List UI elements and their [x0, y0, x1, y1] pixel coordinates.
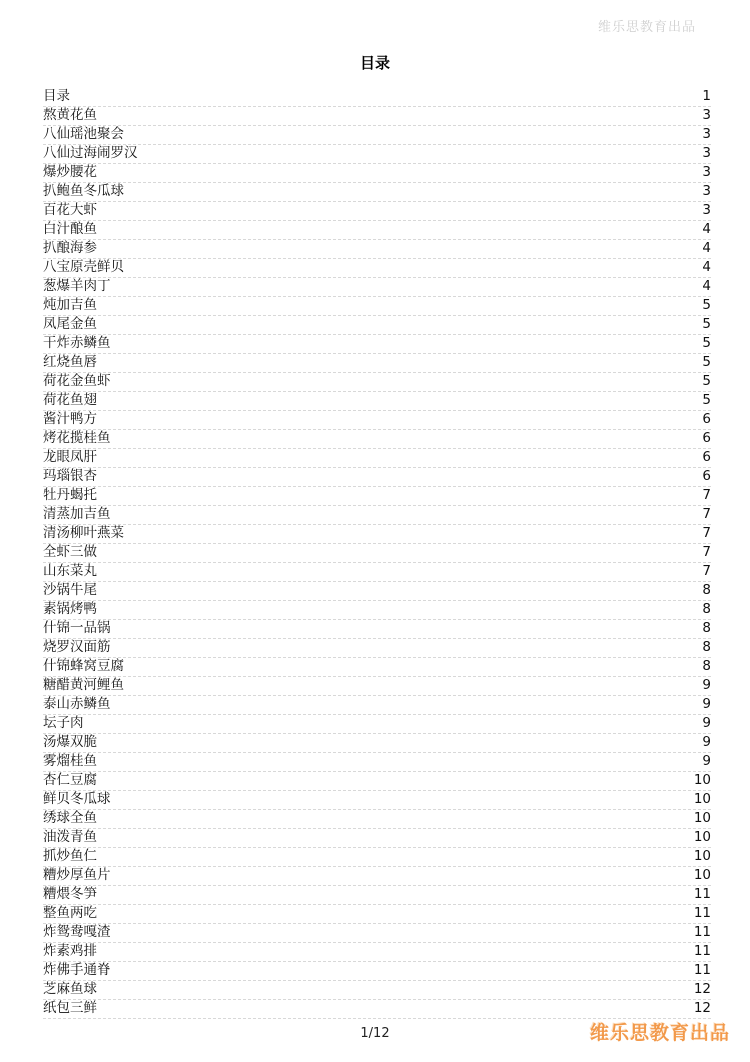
- toc-entry-label[interactable]: 什锦一品锅: [43, 620, 111, 636]
- toc-entry[interactable]: [43, 658, 711, 677]
- toc-entry-label[interactable]: 山东菜丸: [43, 563, 97, 579]
- toc-entry[interactable]: [43, 525, 711, 544]
- toc-entry[interactable]: [43, 411, 711, 430]
- toc-entry[interactable]: [43, 981, 711, 1000]
- toc-entry-page: 4: [702, 278, 711, 294]
- toc-entry-label[interactable]: 爆炒腰花: [43, 164, 97, 180]
- toc-entry-page: 9: [702, 734, 711, 750]
- toc-entry-page: 5: [702, 373, 711, 389]
- toc-entry-label[interactable]: 牡丹蝎托: [43, 487, 97, 503]
- toc-entry[interactable]: [43, 867, 711, 886]
- toc-entry-label[interactable]: 八宝原壳鲜贝: [43, 259, 124, 275]
- toc-entry-page: 7: [702, 563, 711, 579]
- toc-entry-page: 4: [702, 259, 711, 275]
- toc-entry-label[interactable]: 整鱼两吃: [43, 905, 97, 921]
- toc-entry-page: 11: [693, 962, 711, 978]
- toc-entry-page: 10: [693, 867, 711, 883]
- toc-entry-label[interactable]: 酱汁鸭方: [43, 411, 97, 427]
- toc-entry-page: 3: [702, 202, 711, 218]
- toc-entry-page: 6: [702, 449, 711, 465]
- toc-entry-label[interactable]: 绣球全鱼: [43, 810, 97, 826]
- toc-entry-label[interactable]: 龙眼凤肝: [43, 449, 97, 465]
- toc-entry-label[interactable]: 清蒸加吉鱼: [43, 506, 111, 522]
- toc-entry[interactable]: [43, 639, 711, 658]
- toc-entry-label[interactable]: 糟炒厚鱼片: [43, 867, 111, 883]
- toc-entry[interactable]: [43, 544, 711, 563]
- toc-entry-page: 5: [702, 335, 711, 351]
- toc-entry-page: 9: [702, 715, 711, 731]
- toc-entry[interactable]: [43, 810, 711, 829]
- toc-entry-page: 8: [702, 582, 711, 598]
- toc-entry-label[interactable]: 白汁酿鱼: [43, 221, 97, 237]
- toc-entry-page: 9: [702, 753, 711, 769]
- toc-entry[interactable]: [43, 107, 711, 126]
- toc-entry[interactable]: [43, 354, 711, 373]
- toc-entry-page: 12: [693, 981, 711, 997]
- toc-entry-page: 1: [702, 88, 711, 104]
- toc-entry[interactable]: [43, 886, 711, 905]
- toc-entry-page: 10: [693, 829, 711, 845]
- toc-entry-label[interactable]: 芝麻鱼球: [43, 981, 97, 997]
- toc-entry[interactable]: [43, 905, 711, 924]
- toc-entry-page: 3: [702, 126, 711, 142]
- toc-entry-page: 3: [702, 107, 711, 123]
- toc-entry[interactable]: [43, 202, 711, 221]
- toc-entry-label[interactable]: 炸鸳鸯嘎渣: [43, 924, 111, 940]
- toc-entry[interactable]: [43, 677, 711, 696]
- toc-entry[interactable]: [43, 335, 711, 354]
- toc-entry[interactable]: [43, 924, 711, 943]
- toc-entry[interactable]: [43, 753, 711, 772]
- toc-entry-page: 8: [702, 601, 711, 617]
- toc-entry[interactable]: [43, 962, 711, 981]
- toc-entry-label[interactable]: 油泼青鱼: [43, 829, 97, 845]
- toc-entry[interactable]: [43, 696, 711, 715]
- toc-entry[interactable]: [43, 430, 711, 449]
- toc-entry[interactable]: [43, 316, 711, 335]
- toc-entry-page: 7: [702, 487, 711, 503]
- toc-entry-page: 6: [702, 411, 711, 427]
- toc-entry-label[interactable]: 什锦蜂窝豆腐: [43, 658, 124, 674]
- toc-entry[interactable]: [43, 240, 711, 259]
- toc-entry-page: 11: [693, 943, 711, 959]
- toc-entry-label[interactable]: 鲜贝冬瓜球: [43, 791, 111, 807]
- toc-entry-page: 8: [702, 620, 711, 636]
- toc-entry[interactable]: [43, 848, 711, 867]
- toc-entry-page: 3: [702, 145, 711, 161]
- toc-entry[interactable]: [43, 392, 711, 411]
- toc-entry-page: 6: [702, 468, 711, 484]
- toc-entry-label[interactable]: 杏仁豆腐: [43, 772, 97, 788]
- toc-entry-page: 5: [702, 354, 711, 370]
- toc-entry-label[interactable]: 烧罗汉面筋: [43, 639, 111, 655]
- toc-entry[interactable]: [43, 164, 711, 183]
- toc-entry[interactable]: [43, 601, 711, 620]
- toc-entry[interactable]: [43, 221, 711, 240]
- toc-entry-page: 9: [702, 677, 711, 693]
- toc-entry-page: 5: [702, 316, 711, 332]
- toc-entry[interactable]: [43, 791, 711, 810]
- toc-entry-label[interactable]: 烤花揽桂鱼: [43, 430, 111, 446]
- toc-entry-page: 7: [702, 544, 711, 560]
- toc-entry-label[interactable]: 素锅烤鸭: [43, 601, 97, 617]
- toc-entry-label[interactable]: 抓炒鱼仁: [43, 848, 97, 864]
- toc-entry-page: 6: [702, 430, 711, 446]
- toc-entry-label[interactable]: 荷花金鱼虾: [43, 373, 111, 389]
- toc-entry[interactable]: [43, 582, 711, 601]
- toc-entry-page: 4: [702, 240, 711, 256]
- toc-entry-label[interactable]: 凤尾金鱼: [43, 316, 97, 332]
- toc-entry-page: 4: [702, 221, 711, 237]
- toc-entry[interactable]: [43, 183, 711, 202]
- toc-entry-label[interactable]: 目录: [43, 88, 70, 104]
- toc-entry-page: 10: [693, 772, 711, 788]
- toc-entry[interactable]: [43, 620, 711, 639]
- toc-entry-label[interactable]: 糟煨冬笋: [43, 886, 97, 902]
- toc-entry-label[interactable]: 八仙瑶池聚会: [43, 126, 124, 142]
- brand-logo: 维乐思教育出品: [589, 1022, 730, 1044]
- toc-entry[interactable]: [43, 734, 711, 753]
- toc-entry-label[interactable]: 炸素鸡排: [43, 943, 97, 959]
- toc-entry-page: 10: [693, 848, 711, 864]
- toc-entry-page: 11: [693, 886, 711, 902]
- toc-entry[interactable]: [43, 943, 711, 962]
- page-number: 1/12: [360, 1026, 390, 1041]
- toc-entry-label[interactable]: 泰山赤鳞鱼: [43, 696, 111, 712]
- toc-entry[interactable]: [43, 829, 711, 848]
- toc-entry-page: 8: [702, 639, 711, 655]
- toc-entry-label[interactable]: 沙锅牛尾: [43, 582, 97, 598]
- toc-entry[interactable]: [43, 506, 711, 525]
- toc-title: 目录: [359, 54, 390, 72]
- toc-entry-page: 3: [702, 164, 711, 180]
- toc-entry-page: 10: [693, 791, 711, 807]
- toc-entry-page: 10: [693, 810, 711, 826]
- toc-entry[interactable]: [43, 278, 711, 297]
- toc-entry-label[interactable]: 汤爆双脆: [43, 734, 97, 750]
- toc-entry-label[interactable]: 干炸赤鳞鱼: [43, 335, 111, 351]
- toc-entry-page: 12: [693, 1000, 711, 1016]
- header-watermark: 维乐思教育出品: [597, 20, 696, 35]
- toc-entry[interactable]: [43, 373, 711, 392]
- toc-entry-page: 7: [702, 506, 711, 522]
- toc-entry[interactable]: [43, 259, 711, 278]
- toc-entry-label[interactable]: 炖加吉鱼: [43, 297, 97, 313]
- toc-entry-label[interactable]: 玛瑙银杏: [43, 468, 97, 484]
- toc-list: [43, 88, 711, 1019]
- toc-entry-page: 8: [702, 658, 711, 674]
- toc-entry-label[interactable]: 红烧鱼唇: [43, 354, 97, 370]
- toc-entry-label[interactable]: 扒酿海参: [43, 240, 97, 256]
- toc-entry-label[interactable]: 八仙过海闹罗汉: [43, 145, 138, 161]
- toc-entry[interactable]: [43, 772, 711, 791]
- toc-entry[interactable]: [43, 1000, 711, 1019]
- toc-entry-page: 3: [702, 183, 711, 199]
- toc-entry-label[interactable]: 全虾三做: [43, 544, 97, 560]
- toc-entry-page: 5: [702, 392, 711, 408]
- toc-entry-label[interactable]: 清汤柳叶燕菜: [43, 525, 124, 541]
- toc-entry[interactable]: [43, 715, 711, 734]
- toc-entry[interactable]: [43, 563, 711, 582]
- toc-entry-label[interactable]: 纸包三鲜: [43, 1000, 97, 1016]
- toc-entry-label[interactable]: 雾熘桂鱼: [43, 753, 97, 769]
- toc-entry-page: 7: [702, 525, 711, 541]
- toc-entry-label[interactable]: 糖醋黄河鲤鱼: [43, 677, 124, 693]
- toc-entry-label[interactable]: 葱爆羊肉丁: [43, 278, 111, 294]
- toc-entry-label[interactable]: 百花大虾: [43, 202, 97, 218]
- toc-entry-label[interactable]: 坛子肉: [43, 715, 84, 731]
- toc-entry[interactable]: [43, 487, 711, 506]
- toc-entry[interactable]: [43, 88, 711, 107]
- toc-entry[interactable]: [43, 145, 711, 164]
- toc-entry-label[interactable]: 炸佛手通脊: [43, 962, 111, 978]
- toc-entry[interactable]: [43, 126, 711, 145]
- toc-entry[interactable]: [43, 297, 711, 316]
- toc-entry[interactable]: [43, 468, 711, 487]
- toc-entry-label[interactable]: 扒鲍鱼冬瓜球: [43, 183, 124, 199]
- toc-entry-label[interactable]: 荷花鱼翅: [43, 392, 97, 408]
- toc-entry-page: 9: [702, 696, 711, 712]
- toc-entry-page: 11: [693, 924, 711, 940]
- toc-entry-page: 11: [693, 905, 711, 921]
- toc-entry[interactable]: [43, 449, 711, 468]
- toc-entry-page: 5: [702, 297, 711, 313]
- toc-entry-label[interactable]: 熬黄花鱼: [43, 107, 97, 123]
